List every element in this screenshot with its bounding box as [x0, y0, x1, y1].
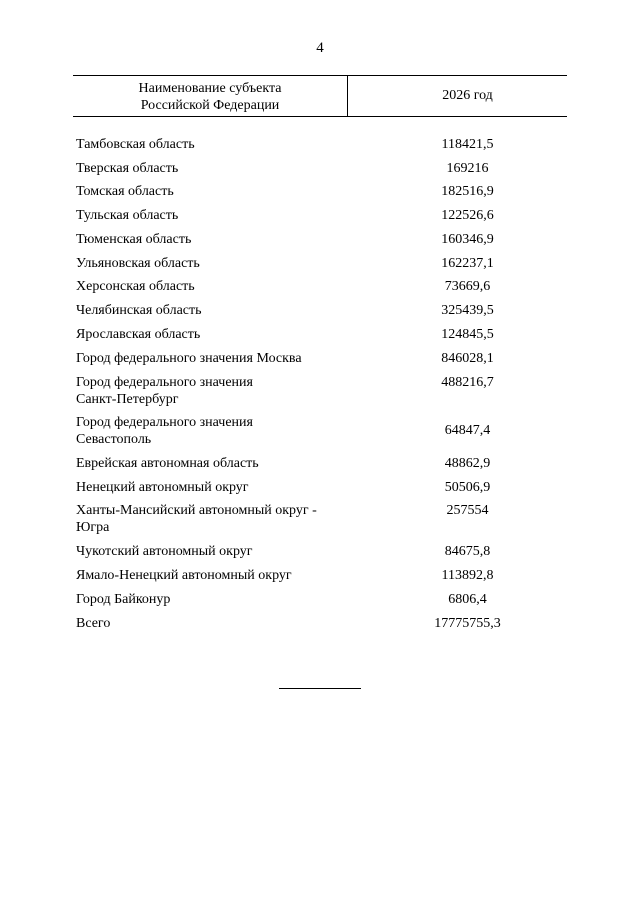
table-row — [73, 207, 567, 231]
row-value: 124845,5 — [441, 327, 494, 342]
row-subject-name: Город Байконур — [76, 592, 171, 607]
row-value: 50506,9 — [444, 480, 491, 495]
row-subject-name: Ненецкий автономный округ — [76, 480, 249, 495]
row-subject-name-line1: Город федерального значения — [76, 415, 253, 430]
row-value: 113892,8 — [441, 568, 494, 583]
row-subject-name: Херсонская область — [76, 279, 195, 294]
row-value: 488216,7 — [441, 375, 494, 390]
row-subject-name-line1: Ханты-Мансийский автономный округ - — [76, 503, 317, 518]
row-value: 48862,9 — [444, 456, 491, 471]
page-number: 4 — [316, 40, 324, 56]
row-value: 325439,5 — [441, 303, 494, 318]
row-subject-name: Чукотский автономный округ — [76, 544, 253, 559]
row-value: 64847,4 — [444, 423, 491, 438]
row-value: 182516,9 — [441, 184, 494, 199]
row-value: 17775755,3 — [434, 616, 501, 631]
row-subject-name: Ярославская область — [76, 327, 201, 342]
table-row — [73, 278, 567, 302]
row-subject-name: Тверская область — [76, 161, 179, 176]
row-value: 84675,8 — [444, 544, 491, 559]
row-subject-name: Еврейская автономная область — [76, 456, 259, 471]
table-row — [73, 543, 567, 567]
table-row — [73, 350, 567, 374]
table-row-total — [73, 615, 567, 639]
row-subject-name: Ямало-Ненецкий автономный округ — [76, 568, 292, 583]
table-body — [73, 136, 567, 639]
row-subject-name-line2: Югра — [76, 520, 110, 535]
row-value: 160346,9 — [441, 232, 494, 247]
budget-table — [73, 75, 567, 639]
row-subject-name: Тульская область — [76, 208, 179, 223]
header-subject-name — [73, 76, 348, 116]
table-row — [73, 502, 567, 543]
row-value: 6806,4 — [448, 592, 487, 607]
end-rule-divider — [279, 688, 361, 689]
table-row — [73, 479, 567, 502]
table-row — [73, 567, 567, 591]
row-value: 118421,5 — [441, 137, 494, 152]
row-value: 122526,6 — [441, 208, 494, 223]
row-subject-name — [73, 414, 348, 455]
table-row — [73, 136, 567, 160]
row-value: 169216 — [446, 161, 489, 176]
header-subject-name-line2: Российской Федерации — [140, 98, 280, 113]
row-value: 73669,6 — [444, 279, 491, 294]
row-subject-name: Ульяновская область — [76, 256, 200, 271]
row-subject-name: Тамбовская область — [76, 137, 195, 152]
table-row — [73, 591, 567, 615]
row-subject-name: Челябинская область — [76, 303, 202, 318]
header-subject-name-line1: Наименование субъекта — [138, 81, 282, 96]
row-value: 162237,1 — [441, 256, 494, 271]
table-row — [73, 326, 567, 350]
row-subject-name: Тюменская область — [76, 232, 192, 247]
table-row — [73, 255, 567, 278]
table-row — [73, 183, 567, 207]
table-row — [73, 231, 567, 255]
row-subject-name-line1: Город федерального значения — [76, 375, 253, 390]
table-row — [73, 160, 567, 183]
row-subject-name: Всего — [76, 616, 111, 631]
row-subject-name — [73, 374, 348, 414]
table-row — [73, 374, 567, 414]
row-subject-name: Город федерального значения Москва — [76, 351, 302, 366]
row-subject-name-line2: Санкт-Петербург — [76, 392, 179, 407]
row-subject-name: Томская область — [76, 184, 174, 199]
table-row — [73, 302, 567, 326]
table-row — [73, 455, 567, 479]
table-row — [73, 414, 567, 455]
table-header — [73, 75, 567, 117]
row-value: 257554 — [446, 503, 489, 518]
row-subject-name — [73, 502, 348, 543]
header-year: 2026 год — [442, 88, 493, 103]
row-value: 846028,1 — [441, 351, 494, 366]
row-subject-name-line2: Севастополь — [76, 432, 152, 447]
